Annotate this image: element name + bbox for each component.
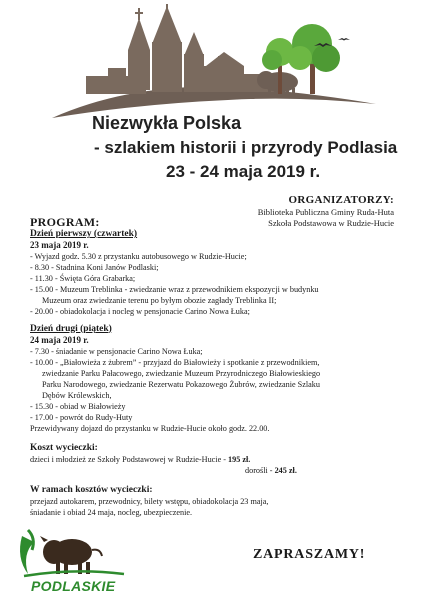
included-heading: W ramach kosztów wycieczki: xyxy=(30,485,153,496)
invitation-text: ZAPRASZAMY! xyxy=(253,547,366,562)
included-line-2: śniadanie i obiad 24 maja, nocleg, ubezpieczenie. xyxy=(30,508,193,518)
day2-item-line: - 7.30 - śniadanie w pensjonacie Carino Nowa Łuka; xyxy=(30,346,203,356)
day1-item-line: - Wyjazd godz. 5.30 z przystanku autobusowego w Rudzie-Hucie; xyxy=(30,252,247,261)
day1-items xyxy=(30,251,400,318)
day2-item-line: Parku Narodowego, zwiedzanie Rezerwatu Pokazowego Żubrów, zwiedzanie Szlaku xyxy=(42,379,320,389)
day1-item-line: - 11.30 - Święta Góra Grabarka; xyxy=(30,274,136,284)
day2-note: Przewidywany dojazd do przystanku w Rudzie-Hucie około godz. 22.00. xyxy=(30,424,270,434)
cost-children-label: dzieci i młodzież ze Szkoły Podstawowej w Rudzie-Hucie - xyxy=(30,455,229,465)
title-dates: 23 - 24 maja 2019 r. xyxy=(166,162,321,181)
cost-heading: Koszt wycieczki: xyxy=(30,443,98,454)
organizer-1: Biblioteka Publiczna Gminy Ruda-Huta xyxy=(257,207,394,217)
day2-item xyxy=(30,346,400,357)
day1-item-line: - 15.00 - Muzeum Treblinka - zwiedzanie wraz z przewodnikiem ekspozycji w budynku xyxy=(30,285,319,295)
day1-item xyxy=(30,273,400,284)
day2-date: 24 maja 2019 r. xyxy=(30,334,89,345)
title-line-2: - szlakiem historii i przyrody Podlasia xyxy=(94,138,398,157)
day1-heading: Dzień pierwszy (czwartek) xyxy=(30,229,138,239)
day2-item xyxy=(30,412,400,423)
program-heading: PROGRAM: xyxy=(30,215,100,229)
day2-item-line: - 17.00 - powrót do Rudy-Huty xyxy=(30,413,133,423)
organizer-2: Szkoła Podstawowa w Rudzie-Hucie xyxy=(268,218,394,228)
day1-item xyxy=(30,284,400,306)
day2-item-line: Dębów Królewskich, xyxy=(42,390,112,400)
cost-children-price: 195 zł. xyxy=(228,455,251,465)
day2-item-line: zwiedzanie Parku Pałacowego, zwiedzanie Muzeum Przyrodniczego Białowieskiego xyxy=(42,368,321,378)
day2-items xyxy=(30,346,400,424)
cost-adults-label: dorośli - xyxy=(245,466,275,476)
cost-row-children xyxy=(30,454,400,465)
day1-item xyxy=(30,306,400,317)
day2-item xyxy=(30,401,400,412)
title-line-1: Niezwykła Polska xyxy=(92,113,242,133)
day2-item-line: - 15.30 - obiad w Białowieży xyxy=(30,402,126,412)
header-illustration xyxy=(48,4,378,122)
day1-item-line: - 8.30 - Stadnina Koni Janów Podlaski; xyxy=(30,263,159,273)
day2-heading: Dzień drugi (piątek) xyxy=(30,323,112,334)
day2-item-line: - 10.00 - „Białowieża z żubrem” - przyjazd do Białowieży i spotkanie z przewodnikiem, xyxy=(30,357,320,367)
logo-text: PODLASKIE xyxy=(31,578,116,594)
organizers-heading: ORGANIZATORZY: xyxy=(288,194,394,206)
church-silhouette xyxy=(86,4,274,94)
cost-adults-price: 245 zł. xyxy=(274,466,297,476)
day1-item xyxy=(30,251,400,262)
day1-item xyxy=(30,262,400,273)
day1-item-line: - 20.00 - obiadokolacja i nocleg w pensjonacie Carino Nowa Łuka; xyxy=(30,307,250,317)
cost-row-adults xyxy=(30,465,400,476)
program-section xyxy=(30,216,400,519)
day1-date: 23 maja 2019 r. xyxy=(30,240,89,250)
day2-item xyxy=(30,357,400,401)
day1-item-line: Muzeum oraz zwiedzanie terenu po byłym obozie zagłady Treblinka II; xyxy=(42,296,277,306)
included-line-1: przejazd autokarem, przewodnicy, bilety wstępu, obiadokolacja 23 maja, xyxy=(30,497,269,507)
